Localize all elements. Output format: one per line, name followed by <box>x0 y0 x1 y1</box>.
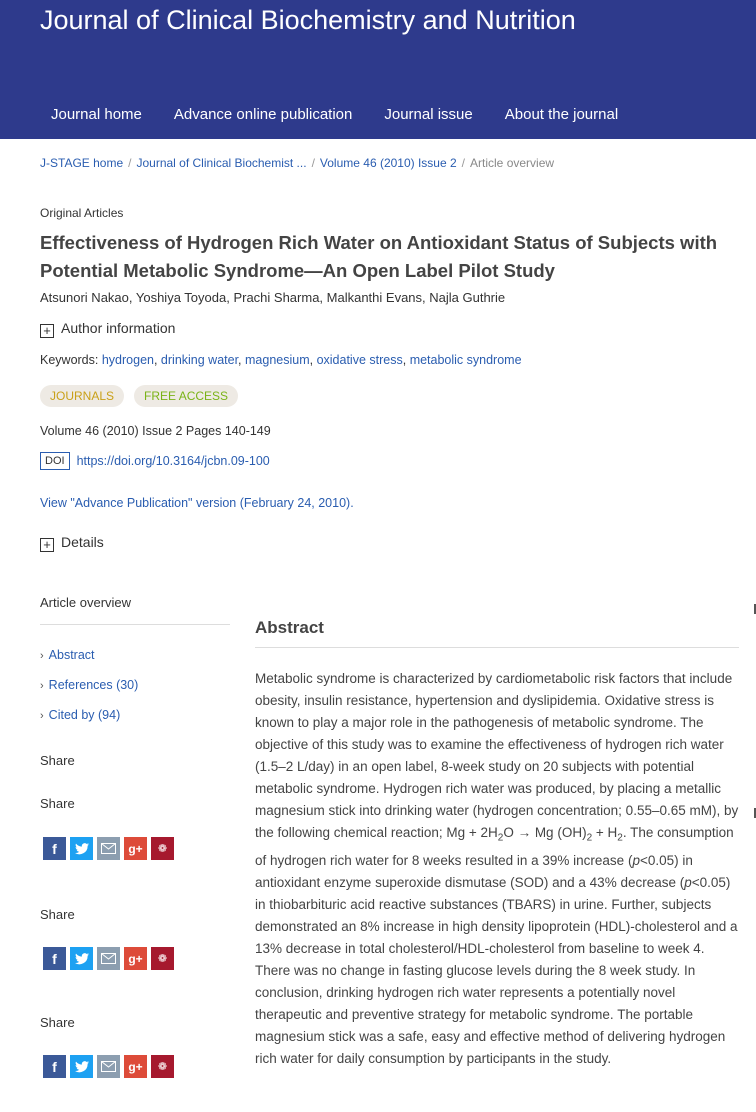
volume-info: Volume 46 (2010) Issue 2 Pages 140-149 <box>40 424 271 438</box>
breadcrumb-separator: / <box>461 156 466 170</box>
abstract-text: Metabolic syndrome is characterized by cardiometabolic risk factors that include obesity, insulin resistance, hypertension and dyslipidemia. Oxidative stress is known to play a major role in the pathogenesis of metabolic syndrome. The objective of this study was to examine the effectiveness of hydrogen rich water (1.5–2 L/day) in an open label, 8-week study on 20 subjects with potential metabolic syndrome. Hydrogen rich water was produced, by placing a metallic magnesium stick into drinking water (hydrogen concentration; 0.55–0.65 mM), by the following chemical reaction; Mg + 2H <box>255 671 739 840</box>
sidebar-link-label: Cited by (94) <box>48 708 121 722</box>
main-nav <box>0 92 634 138</box>
abstract-text: <0.05) in thiobarbituric acid reactive substances (TBARS) in urine. Further, subjects demonstrated an 8% increase in high density lipoprotein (HDL)-cholesterol and a 13% decrease in total cholesterol/HDL-cholesterol from baseline to week 4. There was no change in fasting glucose levels during the 8 week study. In conclusion, drinking hydrogen rich water represents a potentially novel therapeutic and preventive strategy for metabolic syndrome. The portable magnesium stick was a safe, easy and effective method of delivering hydrogen rich water for daily consumption by participants in the study. <box>255 874 738 1066</box>
abstract-heading: Abstract <box>255 618 324 637</box>
mail-icon[interactable] <box>97 1055 120 1078</box>
share-label: Share <box>40 796 75 811</box>
share-buttons <box>43 1055 174 1078</box>
mail-icon[interactable] <box>97 947 120 970</box>
sidebar-link-abstract[interactable] <box>40 648 95 662</box>
site-header <box>0 0 756 139</box>
mail-icon[interactable] <box>97 837 120 860</box>
google-plus-icon[interactable]: g+ <box>124 947 147 970</box>
sidebar-divider <box>40 624 230 625</box>
mendeley-icon[interactable]: ❁ <box>151 947 174 970</box>
abstract-divider <box>255 647 739 648</box>
details-label: Details <box>61 534 104 550</box>
nav-journal-issue[interactable]: Journal issue <box>384 106 473 123</box>
italic-p: p <box>632 852 640 868</box>
article-title: Effectiveness of Hydrogen Rich Water on Antioxidant Status of Subjects with Potential Metabolic Syndrome—An Open Label Pilot Study <box>40 232 718 281</box>
free-access-badge: FREE ACCESS <box>134 385 238 407</box>
doi-label: DOI <box>40 452 70 470</box>
breadcrumb <box>40 156 554 170</box>
breadcrumb-issue[interactable]: Volume 46 (2010) Issue 2 <box>319 156 457 170</box>
abstract-text: O → Mg (OH) <box>503 825 587 840</box>
share-label: Share <box>40 753 75 768</box>
share-label: Share <box>40 907 75 922</box>
twitter-icon[interactable] <box>70 947 93 970</box>
breadcrumb-separator: / <box>311 156 315 170</box>
share-buttons <box>43 947 174 970</box>
author-information-label: Author information <box>61 320 176 336</box>
mendeley-icon[interactable]: ❁ <box>151 1055 174 1078</box>
facebook-icon[interactable]: f <box>43 1055 66 1078</box>
expand-plus-icon: + <box>40 538 54 552</box>
breadcrumb-journal[interactable]: Journal of Clinical Biochemist ... <box>136 156 307 170</box>
details-toggle[interactable] <box>40 534 104 552</box>
facebook-icon[interactable]: f <box>43 947 66 970</box>
author-list: Atsunori Nakao, Yoshiya Toyoda, Prachi Sharma, Malkanthi Evans, Najla Guthrie <box>40 290 506 305</box>
journals-badge: JOURNALS <box>40 385 124 407</box>
keyword-link[interactable]: drinking water <box>160 353 239 367</box>
sidebar-link-label: References (30) <box>48 678 139 692</box>
author-information-toggle[interactable] <box>40 320 175 338</box>
share-label: Share <box>40 1015 75 1030</box>
subscript: 2 <box>497 832 504 844</box>
abstract-text: + H <box>592 825 618 840</box>
keyword-link[interactable]: hydrogen <box>101 353 154 367</box>
twitter-icon[interactable] <box>70 1055 93 1078</box>
breadcrumb-jstage-home[interactable]: J-STAGE home <box>40 156 124 170</box>
keywords-label: Keywords: <box>40 353 99 367</box>
share-buttons <box>43 837 174 860</box>
google-plus-icon[interactable]: g+ <box>124 837 147 860</box>
abstract-text: <0.05) in antioxidant enzyme superoxide dismutase (SOD) and a 43% decrease ( <box>255 852 693 890</box>
article-type: Original Articles <box>40 206 124 220</box>
google-plus-icon[interactable]: g+ <box>124 1055 147 1078</box>
sidebar-title: Article overview <box>40 595 132 610</box>
keyword-link[interactable]: metabolic syndrome <box>409 353 522 367</box>
nav-about-the-journal[interactable]: About the journal <box>504 106 619 123</box>
expand-plus-icon: + <box>40 324 54 338</box>
advance-publication-link[interactable]: View "Advance Publication" version (February 24, 2010). <box>40 496 354 510</box>
chevron-right-icon: › <box>40 710 44 722</box>
keywords: Keywords: hydrogen, drinking water, magnesium, oxidative stress, metabolic syndrome <box>40 353 522 367</box>
mendeley-icon[interactable]: ❁ <box>151 837 174 860</box>
facebook-icon[interactable]: f <box>43 837 66 860</box>
access-badges <box>40 385 238 407</box>
sidebar-link-cited-by[interactable] <box>40 708 120 722</box>
breadcrumb-current: Article overview <box>470 156 555 170</box>
doi-link[interactable]: https://doi.org/10.3164/jcbn.09-100 <box>76 454 270 468</box>
journal-title[interactable]: Journal of Clinical Biochemistry and Nutrition <box>40 5 576 35</box>
keyword-link[interactable]: oxidative stress <box>316 353 403 367</box>
sidebar-link-label: Abstract <box>48 648 95 662</box>
nav-advance-online-publication[interactable]: Advance online publication <box>173 106 353 123</box>
subscript: 2 <box>617 832 623 844</box>
italic-p: p <box>684 874 692 890</box>
keyword-link[interactable]: magnesium <box>245 353 310 367</box>
chevron-right-icon: › <box>40 680 44 692</box>
doi-row <box>40 452 270 470</box>
sidebar-link-references[interactable] <box>40 678 138 692</box>
nav-journal-home[interactable]: Journal home <box>51 106 142 123</box>
twitter-icon[interactable] <box>70 837 93 860</box>
breadcrumb-separator: / <box>128 156 132 170</box>
abstract-text: . The consumption of hydrogen rich water for 8 weeks resulted in a 39% increase ( <box>255 825 734 868</box>
abstract-body <box>255 668 741 1070</box>
chevron-right-icon: › <box>40 650 44 662</box>
subscript: 2 <box>586 832 593 844</box>
